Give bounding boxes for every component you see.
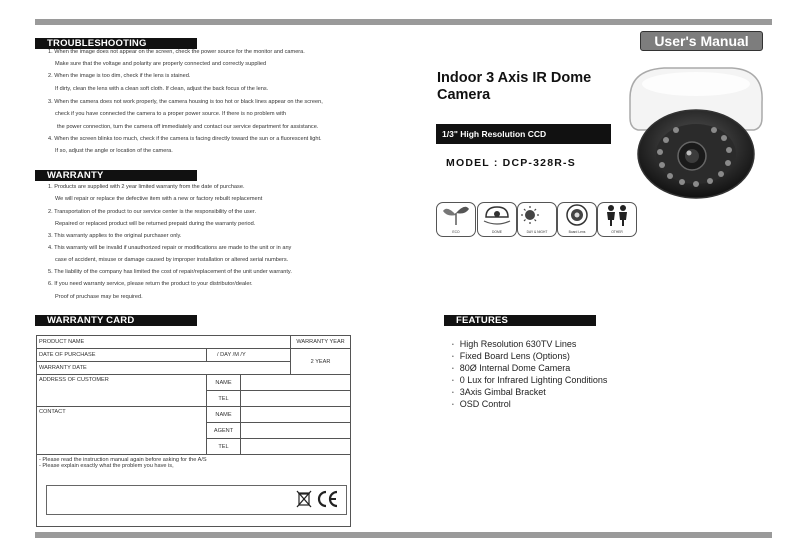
top-frame-bar bbox=[35, 19, 772, 25]
ce-mark-icon bbox=[316, 489, 340, 511]
agent-tel-label: TEL bbox=[207, 439, 241, 455]
agent-field[interactable] bbox=[241, 423, 351, 439]
warranty-line: 3. This warranty applies to the original purchaser only. bbox=[48, 233, 182, 239]
feature-item: • Fixed Board Lens (Options) bbox=[452, 351, 570, 361]
feature-item: • 3Axis Gimbal Bracket bbox=[452, 387, 546, 397]
warranty-line: Repaired or replaced product will be returned prepaid during the warranty period. bbox=[55, 221, 256, 227]
day-night-feature-icon bbox=[517, 202, 557, 237]
feature-item: • OSD Control bbox=[452, 399, 511, 409]
date-format-cell[interactable]: / DAY /M /Y bbox=[207, 349, 291, 362]
feature-item: • High Resolution 630TV Lines bbox=[452, 339, 577, 349]
feature-text: OSD Control bbox=[459, 399, 511, 409]
warranty-year-label: WARRANTY YEAR bbox=[291, 336, 351, 349]
contact-cell[interactable]: CONTACT bbox=[37, 407, 207, 455]
note-line: - Please read the instruction manual again before asking for the A/S bbox=[39, 457, 207, 463]
model-number: MODEL : DCP-328R-S bbox=[446, 157, 576, 169]
feature-text: Fixed Board Lens (Options) bbox=[459, 351, 570, 361]
troubleshooting-line: 2. When the image is too dim, check if the lens is stained. bbox=[48, 73, 191, 79]
agent-name-field[interactable] bbox=[241, 407, 351, 423]
warranty-line: case of accident, misuse or damage caused by improper installation or altered serial numbers. bbox=[55, 257, 289, 263]
warranty-line: We will repair or replace the defective item with a new or factory rebuilt replacement bbox=[55, 196, 263, 202]
feature-text: 3Axis Gimbal Bracket bbox=[459, 387, 546, 397]
agent-tel-field[interactable] bbox=[241, 439, 351, 455]
customer-name-label: NAME bbox=[207, 375, 241, 391]
troubleshooting-line: 1. When the image does not appear on the screen, check the power source for the monitor and camera. bbox=[48, 49, 305, 55]
board-lens-feature-icon bbox=[557, 202, 597, 237]
feature-text: High Resolution 630TV Lines bbox=[459, 339, 577, 349]
bottom-frame-bar bbox=[35, 532, 772, 538]
troubleshooting-heading: TROUBLESHOOTING bbox=[35, 38, 197, 49]
warranty-card-table bbox=[36, 335, 351, 527]
date-of-purchase-label: DATE OF PURCHASE bbox=[37, 349, 207, 362]
customer-name-field[interactable] bbox=[241, 375, 351, 391]
icon-label: DOME bbox=[492, 230, 502, 234]
users-manual-badge: User's Manual bbox=[640, 31, 763, 51]
dome-camera-image bbox=[624, 62, 766, 207]
feature-item: • 80Ø Internal Dome Camera bbox=[452, 363, 571, 373]
agent-label: AGENT bbox=[207, 423, 241, 439]
icon-label: DAY & NIGHT bbox=[526, 230, 548, 234]
note-line: - Please explain exactly what the problem you have is, bbox=[39, 463, 174, 469]
product-title-line: Camera bbox=[437, 87, 491, 103]
eco-feature-icon bbox=[436, 202, 476, 237]
warranty-line: 2. Transportation of the product to our service center is the responsibility of the user. bbox=[48, 209, 257, 215]
warranty-heading: WARRANTY bbox=[35, 170, 197, 181]
troubleshooting-line: 4. When the screen blinks too much, check if the camera is facing directly toward the sun or a fluorescent light. bbox=[48, 136, 322, 142]
icon-label: OTHER bbox=[611, 230, 623, 234]
feature-text: 80Ø Internal Dome Camera bbox=[459, 363, 571, 373]
agent-name-label: NAME bbox=[207, 407, 241, 423]
feature-item: • 0 Lux for Infrared Lighting Conditions bbox=[452, 375, 608, 385]
warranty-line: 6. If you need warranty service, please return the product to your distributor/dealer. bbox=[48, 281, 253, 287]
warranty-line: Proof of pruchase may be required. bbox=[55, 294, 143, 300]
customer-tel-field[interactable] bbox=[241, 391, 351, 407]
warranty-line: 5. The liability of the company has limited the cost of repair/replacement of the unit under warranty. bbox=[48, 269, 292, 275]
product-title bbox=[437, 70, 591, 104]
troubleshooting-line: check if you have connected the camera to a proper power source. If there is no problem with bbox=[55, 111, 287, 117]
feature-text: 0 Lux for Infrared Lighting Conditions bbox=[459, 375, 608, 385]
product-name-cell[interactable]: PRODUCT NAME bbox=[37, 336, 291, 349]
features-heading: FEATURES bbox=[444, 315, 596, 326]
warranty-line: 1. Products are supplied with 2 year limited warranty from the date of purchase. bbox=[48, 184, 245, 190]
warranty-year-value: 2 YEAR bbox=[291, 349, 351, 375]
warranty-card-heading: WARRANTY CARD bbox=[35, 315, 197, 326]
address-of-customer-cell[interactable]: ADDRESS OF CUSTOMER bbox=[37, 375, 207, 407]
notes-cell bbox=[37, 455, 351, 527]
customer-tel-label: TEL bbox=[207, 391, 241, 407]
troubleshooting-line: If so, adjust the angle or location of the camera. bbox=[55, 148, 173, 154]
warranty-line: 4. This warranty will be invalid if unauthorized repair or modifications are made to the unit or in any bbox=[48, 245, 292, 251]
troubleshooting-line: Make sure that the voltage and polarity are properly connected and correctly supplied bbox=[55, 61, 267, 67]
troubleshooting-line: the power connection, turn the camera off immediately and contact our service department for assistance. bbox=[57, 124, 319, 130]
ccd-banner: 1/3" High Resolution CCD bbox=[436, 124, 611, 144]
troubleshooting-line: 3. When the camera does not work properly, the camera housing is too hot or black lines appear on the screen, bbox=[48, 99, 323, 105]
troubleshooting-line: If dirty, clean the lens with a clean soft cloth. If clean, adjust the back focus of the lens. bbox=[55, 86, 269, 92]
other-feature-icon bbox=[597, 202, 637, 237]
weee-bin-icon bbox=[295, 489, 313, 511]
dome-feature-icon bbox=[477, 202, 517, 237]
icon-label: Board Lens bbox=[568, 230, 586, 234]
warranty-date-cell[interactable]: WARRANTY DATE bbox=[37, 362, 291, 375]
product-title-line: Indoor 3 Axis IR Dome bbox=[437, 70, 592, 86]
icon-label: ECO bbox=[452, 230, 460, 234]
